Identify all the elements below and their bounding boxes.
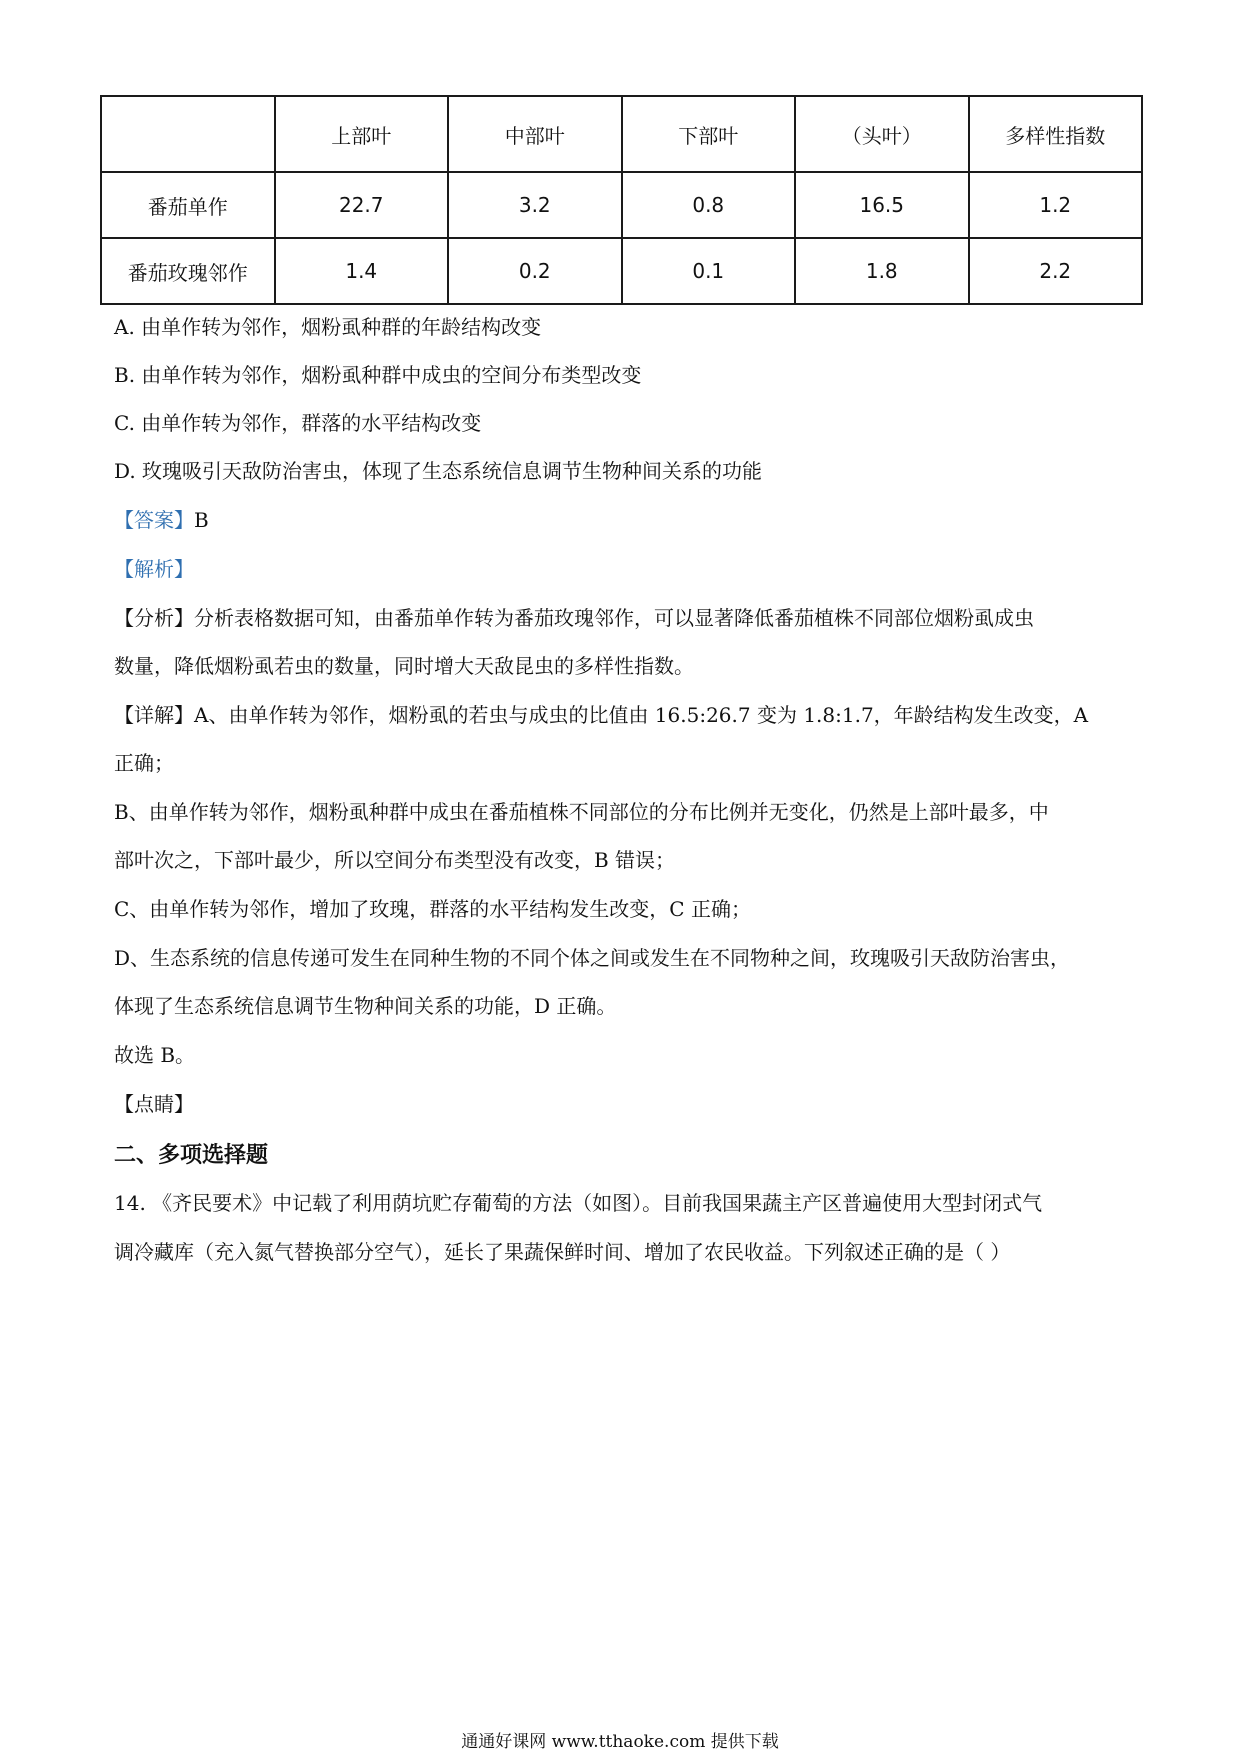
analysis-tag: 【解析】 [114, 557, 194, 581]
option-c: C. 由单作转为邻作，群落的水平结构改变 [114, 411, 482, 435]
detail-d-line-2: 体现了生态系统信息调节生物种间关系的功能，D 正确。 [114, 994, 617, 1018]
table-header-cell [101, 96, 275, 172]
answer-value: B [194, 508, 209, 532]
fenxi-line-2: 数量，降低烟粉虱若虫的数量，同时增大天敌昆虫的多样性指数。 [114, 654, 694, 678]
fenxi-label: 【分析】 [114, 606, 194, 630]
detail-label: 【详解】 [114, 703, 194, 727]
table-row [101, 172, 1142, 238]
table-cell: 1.4 [275, 238, 449, 304]
table-cell: 3.2 [448, 172, 622, 238]
option-d: D. 玫瑰吸引天敌防治害虫，体现了生态系统信息调节生物种间关系的功能 [114, 459, 763, 483]
fenxi-line-1 [114, 604, 1134, 632]
option-b: B. 由单作转为邻作，烟粉虱种群中成虫的空间分布类型改变 [114, 363, 642, 387]
table-header-cell: 多样性指数 [969, 96, 1143, 172]
fenxi-text: 分析表格数据可知，由番茄单作转为番茄玫瑰邻作，可以显著降低番茄植株不同部位烟粉虱成虫 [194, 606, 1034, 630]
table-cell: 1.2 [969, 172, 1143, 238]
table-cell: 0.8 [622, 172, 796, 238]
detail-d-line-1: D、生态系统的信息传递可发生在同种生物的不同个体之间或发生在不同物种之间，玫瑰吸引天敌防治害虫， [114, 946, 1071, 970]
table-header-cell: 下部叶 [622, 96, 796, 172]
analysis-label [114, 555, 1134, 583]
answer-line [114, 506, 1134, 534]
table-cell: 2.2 [969, 238, 1143, 304]
detail-c-line: C、由单作转为邻作，增加了玫瑰，群落的水平结构发生改变，C 正确； [114, 897, 751, 921]
question-14-line-2: 调冷藏库（充入氮气替换部分空气），延长了果蔬保鲜时间、增加了农民收益。下列叙述正确的是（ ） [114, 1240, 1011, 1264]
answer-label: 【答案】 [114, 508, 194, 532]
table-cell: 0.1 [622, 238, 796, 304]
table-header-row [101, 96, 1142, 172]
data-table [100, 95, 1143, 305]
question-14-line-1: 14. 《齐民要术》中记载了利用荫坑贮存葡萄的方法（如图）。目前我国果蔬主产区普遍使用大型封闭式气 [114, 1191, 1043, 1215]
detail-a-text: A、由单作转为邻作，烟粉虱的若虫与成虫的比值由 16.5:26.7 变为 1.8:1.7，年龄结构发生改变，A [194, 703, 1089, 727]
table-cell: 番茄玫瑰邻作 [101, 238, 275, 304]
table-cell: 番茄单作 [101, 172, 275, 238]
dianjing-label: 【点睛】 [114, 1092, 194, 1116]
table-cell: 22.7 [275, 172, 449, 238]
detail-a-line-1 [114, 701, 1134, 729]
table-header-cell: （头叶） [795, 96, 969, 172]
table-cell: 1.8 [795, 238, 969, 304]
table-row [101, 238, 1142, 304]
detail-b-line-2: 部叶次之，下部叶最少，所以空间分布类型没有改变，B 错误； [114, 848, 676, 872]
detail-a-line-2: 正确； [114, 751, 174, 775]
table-header-cell: 上部叶 [275, 96, 449, 172]
detail-b-line-1: B、由单作转为邻作，烟粉虱种群中成虫在番茄植株不同部位的分布比例并无变化，仍然是上部叶最多，中 [114, 800, 1049, 824]
table-cell: 16.5 [795, 172, 969, 238]
conclusion-line: 故选 B。 [114, 1043, 196, 1067]
table-cell: 0.2 [448, 238, 622, 304]
section-heading: 二、多项选择题 [114, 1142, 269, 1168]
table-header-cell: 中部叶 [448, 96, 622, 172]
option-a: A. 由单作转为邻作，烟粉虱种群的年龄结构改变 [114, 315, 542, 339]
page-footer: 通通好课网 www.tthaoke.com 提供下载 [461, 1732, 779, 1752]
